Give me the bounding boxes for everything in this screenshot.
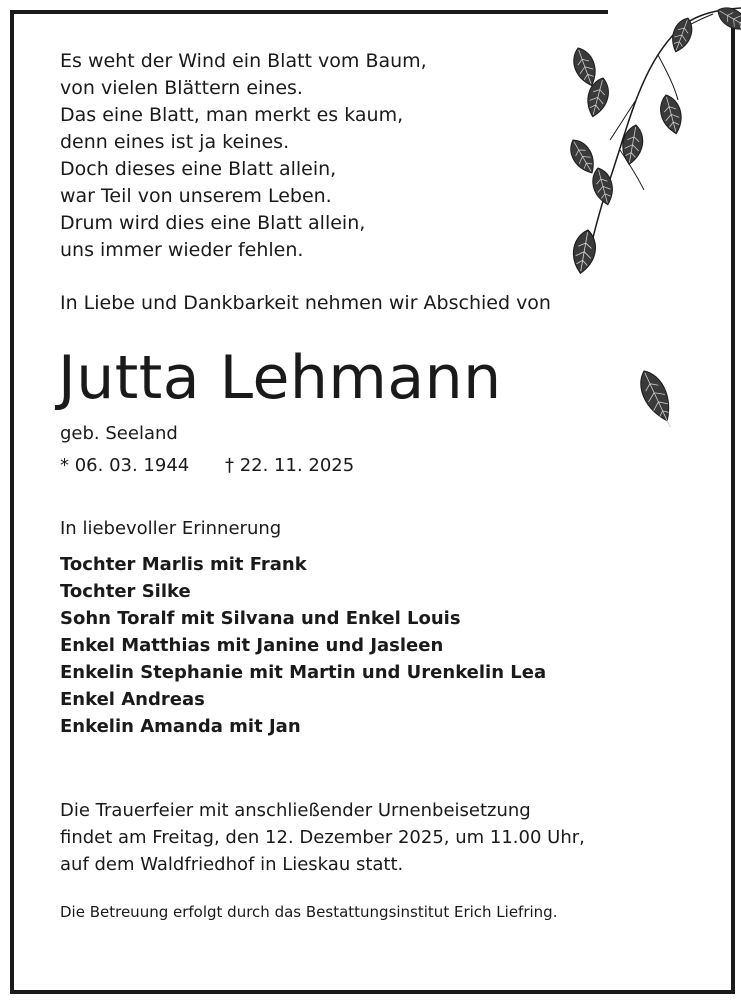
- poem-line: Doch dieses eine Blatt allein,: [60, 158, 337, 180]
- birth-date: * 06. 03. 1944: [60, 455, 190, 476]
- service-line: auf dem Waldfriedhof in Lieskau statt.: [60, 854, 404, 875]
- mourner: Sohn Toralf mit Silvana und Enkel Louis: [60, 608, 461, 629]
- poem-line: Es weht der Wind ein Blatt vom Baum,: [60, 50, 427, 72]
- mourner: Tochter Silke: [60, 581, 191, 602]
- deceased-name: Jutta Lehmann: [58, 343, 502, 413]
- poem-line: von vielen Blättern eines.: [60, 77, 303, 99]
- farewell-intro: In Liebe und Dankbarkeit nehmen wir Abschied von: [60, 292, 551, 314]
- birch-branch-icon: [548, 0, 741, 290]
- poem-line: Das eine Blatt, man merkt es kaum,: [60, 104, 404, 126]
- service-line: findet am Freitag, den 12. Dezember 2025, um 11.00 Uhr,: [60, 827, 585, 848]
- death-date: † 22. 11. 2025: [224, 455, 355, 476]
- poem-line: war Teil von unserem Leben.: [60, 185, 332, 207]
- service-line: Die Trauerfeier mit anschließender Urnenbeisetzung: [60, 800, 531, 821]
- poem-line: uns immer wieder fehlen.: [60, 239, 304, 261]
- poem-line: denn eines ist ja keines.: [60, 131, 290, 153]
- mourner: Tochter Marlis mit Frank: [60, 554, 307, 575]
- mourner: Enkel Matthias mit Janine und Jasleen: [60, 635, 444, 656]
- falling-leaf-icon: [622, 365, 672, 445]
- service-info: [60, 797, 585, 878]
- life-dates: [60, 455, 354, 476]
- memory-line: In liebevoller Erinnerung: [60, 518, 282, 539]
- undertaker-note: Die Betreuung erfolgt durch das Bestattungsinstitut Erich Liefring.: [60, 903, 558, 921]
- mourner: Enkelin Stephanie mit Martin und Urenkelin Lea: [60, 662, 547, 683]
- poem-line: Drum wird dies eine Blatt allein,: [60, 212, 366, 234]
- birth-name: geb. Seeland: [60, 423, 178, 444]
- mourner: Enkel Andreas: [60, 689, 205, 710]
- poem: [60, 48, 427, 264]
- mourner: Enkelin Amanda mit Jan: [60, 716, 301, 737]
- mourners-list: [60, 551, 546, 740]
